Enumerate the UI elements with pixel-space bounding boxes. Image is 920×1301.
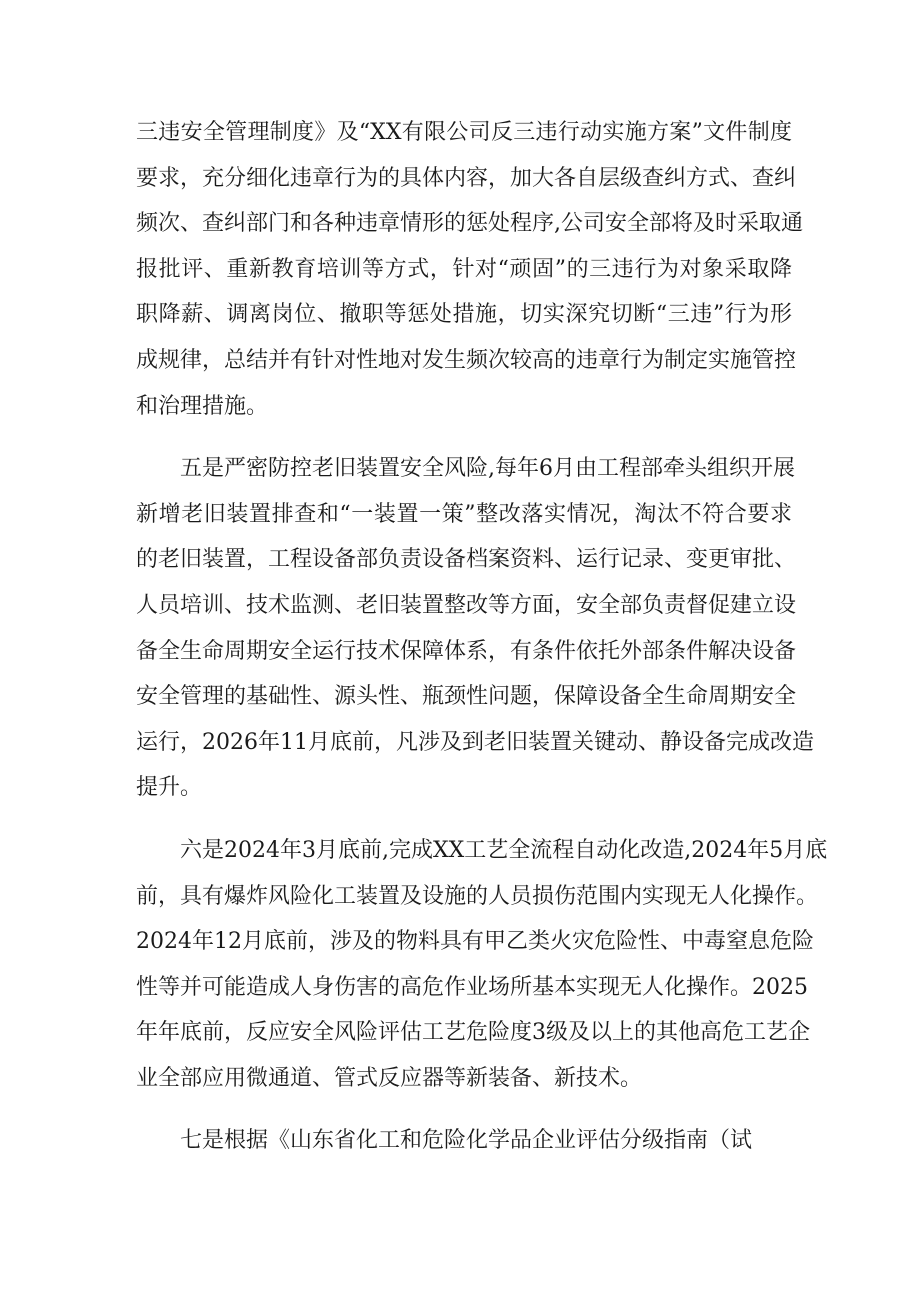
- paragraph-2: [136, 446, 814, 811]
- paragraph-4: [136, 1118, 792, 1164]
- paragraph-1: [136, 110, 803, 429]
- text-line: 频次、查纠部门和各种违章情形的惩处程序,公司安全部将及时采取通: [136, 211, 803, 237]
- text-line: 和治理措施。: [136, 393, 269, 419]
- text-line: 职降薪、调离岗位、撤职等惩处措施，切实深究切断“三违”行为形: [136, 302, 792, 328]
- text-line: 七是根据《山东省化工和危险化学品企业评估分级指南（试: [180, 1128, 753, 1154]
- text-line: 新增老旧装置排查和“一装置一策”整改落实情况，淘汰不符合要求: [136, 501, 792, 527]
- text-line: 运行，2026年11月底前，凡涉及到老旧装置关键动、静设备完成改造: [136, 729, 814, 755]
- text-line: 2024年12月底前，涉及的物料具有甲乙类火灾危险性、中毒窒息危险: [136, 929, 814, 955]
- text-line: 安全管理的基础性、源头性、瓶颈性问题，保障设备全生命周期安全: [136, 684, 797, 710]
- text-line: 备全生命周期安全运行技术保障体系，有条件依托外部条件解决设备: [136, 638, 797, 664]
- paragraph-3: [136, 828, 828, 1102]
- text-line: 年年底前，反应安全风险评估工艺危险度3级及以上的其他高危工艺企: [136, 1020, 810, 1046]
- text-line: 人员培训、技术监测、老旧装置整改等方面，安全部负责督促建立设: [136, 592, 797, 618]
- text-line: 要求，充分细化违章行为的具体内容，加大各自层级查纠方式、查纠: [136, 165, 797, 191]
- text-line: 五是严密防控老旧装置安全风险,每年6月由工程部牵头组织开展: [180, 456, 795, 482]
- text-line: 报批评、重新教育培训等方式，针对“顽固”的三违行为对象采取降: [136, 256, 792, 282]
- text-line: 提升。: [136, 775, 203, 801]
- text-line: 前，具有爆炸风险化工装置及设施的人员损伤范围内实现无人化操作。: [136, 883, 819, 909]
- document-body: [136, 110, 828, 1181]
- text-line: 成规律，总结并有针对性地对发生频次较高的违章行为制定实施管控: [136, 347, 797, 373]
- text-line: 三违安全管理制度》及“XX有限公司反三违行动实施方案”文件制度: [136, 120, 792, 145]
- text-line: 性等并可能造成人身伤害的高危作业场所基本实现无人化操作。2025: [136, 974, 808, 1000]
- text-line: 业全部应用微通道、管式反应器等新装备、新技术。: [136, 1065, 643, 1091]
- text-line: 六是2024年3月底前,完成XX工艺全流程自动化改造,2024年5月底: [180, 837, 828, 863]
- text-line: 的老旧装置，工程设备部负责设备档案资料、运行记录、变更审批、: [136, 547, 797, 573]
